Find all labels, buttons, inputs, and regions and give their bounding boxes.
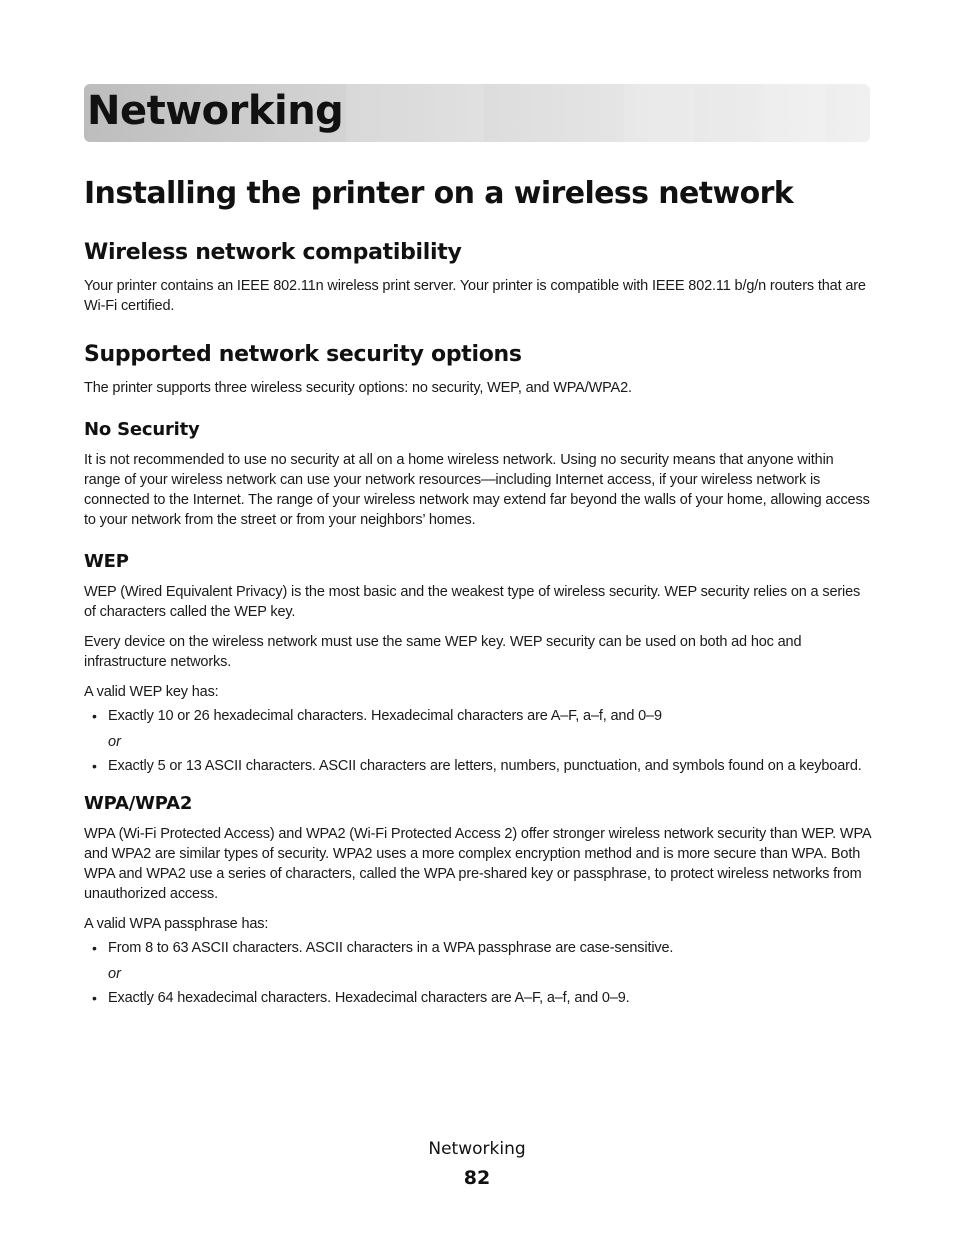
chapter-title: Networking bbox=[87, 88, 344, 134]
section-title: Installing the printer on a wireless network bbox=[84, 176, 794, 211]
wpa-passphrase-list-2 bbox=[84, 988, 872, 1008]
bullet-icon: • bbox=[92, 758, 97, 774]
wpa-intro: A valid WPA passphrase has: bbox=[84, 916, 269, 932]
wep-intro: A valid WEP key has: bbox=[84, 684, 219, 700]
no-security-heading: No Security bbox=[84, 419, 200, 440]
list-item-text: From 8 to 63 ASCII characters. ASCII characters in a WPA passphrase are case-sensitive. bbox=[108, 940, 674, 956]
wep-paragraph-2: Every device on the wireless network must use the same WEP key. WEP security can be used on both ad hoc and infrastructure networks. bbox=[84, 634, 802, 670]
or-separator: or bbox=[108, 734, 121, 750]
or-separator: or bbox=[108, 966, 121, 982]
wep-paragraph-1: WEP (Wired Equivalent Privacy) is the most basic and the weakest type of wireless security. WEP security relies on a series of characters called the WEP key. bbox=[84, 584, 861, 620]
page-number: 82 bbox=[463, 1167, 491, 1189]
banner-band bbox=[624, 84, 694, 142]
bullet-icon: • bbox=[92, 990, 97, 1006]
wep-heading: WEP bbox=[84, 551, 129, 572]
compatibility-heading: Wireless network compatibility bbox=[84, 240, 462, 265]
footer-section-name: Networking bbox=[428, 1139, 526, 1159]
chapter-banner bbox=[84, 84, 870, 142]
banner-band bbox=[346, 84, 484, 142]
bullet-icon: • bbox=[92, 708, 97, 724]
list-item bbox=[84, 756, 872, 776]
list-item-text: Exactly 10 or 26 hexadecimal characters. Hexadecimal characters are A–F, a–f, and 0–9 bbox=[108, 708, 662, 724]
security-options-text: The printer supports three wireless security options: no security, WEP, and WPA/WPA2. bbox=[84, 380, 632, 396]
wep-key-list bbox=[84, 706, 872, 726]
security-options-heading: Supported network security options bbox=[84, 342, 522, 367]
banner-band bbox=[764, 84, 826, 142]
wpa-heading: WPA/WPA2 bbox=[84, 793, 193, 814]
list-item-text: Exactly 5 or 13 ASCII characters. ASCII characters are letters, numbers, punctuation, and symbols found on a keyboard. bbox=[108, 758, 862, 774]
list-item bbox=[84, 988, 872, 1008]
list-item bbox=[84, 706, 872, 726]
wpa-paragraph-1: WPA (Wi-Fi Protected Access) and WPA2 (Wi-Fi Protected Access 2) offer stronger wireless network security than WEP. WPA and WPA2 are similar types of security. WPA2 uses a more complex encryption method and is more secure than WPA. Both WPA and WPA2 use a series of characters, called the WPA pre-shared key or passphrase, to protect wireless networks from unauthorized access. bbox=[84, 826, 871, 902]
wep-key-list-2 bbox=[84, 756, 872, 776]
wpa-passphrase-list bbox=[84, 938, 872, 958]
no-security-text: It is not recommended to use no security at all on a home wireless network. Using no security means that anyone within range of your wireless network can use your network resources—including Internet access, if your wireless network is connected to the Internet. The range of your wireless network may extend far beyond the walls of your home, allowing access to your network from the street or from your neighbors’ homes. bbox=[84, 452, 870, 528]
page-content bbox=[84, 172, 872, 1014]
compatibility-text: Your printer contains an IEEE 802.11n wireless print server. Your printer is compatible with IEEE 802.11 b/g/n routers that are Wi-Fi certified. bbox=[84, 278, 866, 314]
list-item bbox=[84, 938, 872, 958]
bullet-icon: • bbox=[92, 940, 97, 956]
list-item-text: Exactly 64 hexadecimal characters. Hexadecimal characters are A–F, a–f, and 0–9. bbox=[108, 990, 630, 1006]
